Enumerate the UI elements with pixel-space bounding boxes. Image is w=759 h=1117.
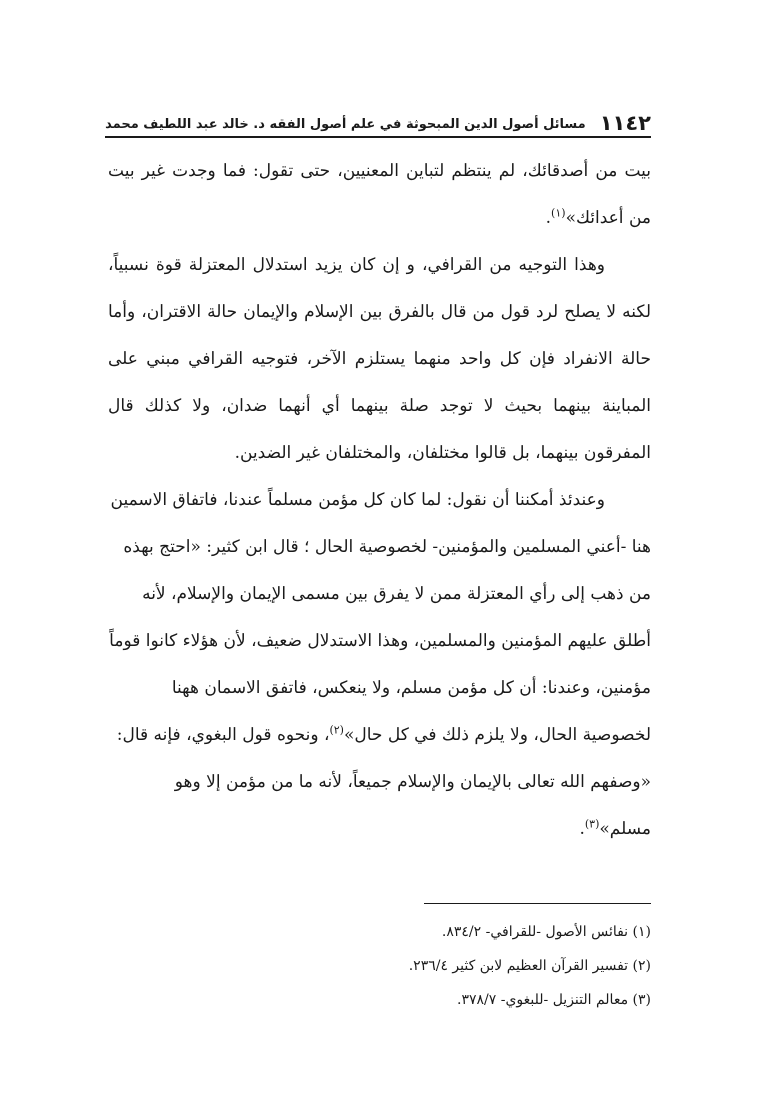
footnote-ref-1: (١) xyxy=(551,206,566,220)
footnote-1: (١) نفائس الأصول -للقرافي- ٨٣٤/٢. xyxy=(441,924,651,940)
page-number: ١١٤٢ xyxy=(599,111,651,135)
footnotes xyxy=(108,915,651,1017)
running-title: مسائل أصول الدين المبحوثة في علم أصول الفقه د. خالد عبد اللطيف محمد xyxy=(105,117,586,132)
footnote-3: (٣) معالم التنزيل -للبغوي- ٣٧٨/٧. xyxy=(457,992,651,1008)
footnote-ref-3: (٣) xyxy=(584,817,600,831)
paragraph-1-end: . xyxy=(545,208,552,228)
footnote-divider xyxy=(424,903,651,904)
paragraph-3-end: . xyxy=(579,819,585,839)
paragraph-3-text-a: وعندئذ أمكننا أن نقول: لما كان كل مؤمن مسلماً عندنا، فاتفاق الاسمين هنا -أعني المسلمين والمؤمنين- لخصوصية الحال ؛ قال ابن كثير: «احتج بهذه من ذهب إلى رأي المعتزلة ممن لا يفرق بين مسمى الإيمان والإسلام، لأنه أطلق عليهم المؤمنين والمسلمين، وهذا الاستدلال ضعيف، لأن هؤلاء كانوا قوماً مؤمنين، وعندنا: أن كل مؤمن مسلم، ولا ينعكس، فاتفق الاسمان ههنا لخصوصية الحال، ولا يلزم ذلك في كل حال» xyxy=(109,490,651,745)
footnote-2: (٢) تفسير القرآن العظيم لابن كثير ٢٣٦/٤. xyxy=(408,958,651,974)
body-text xyxy=(108,148,651,853)
footnote-ref-2: (٢) xyxy=(329,723,344,737)
paragraph-2 xyxy=(108,242,651,477)
page-header xyxy=(105,112,651,138)
paragraph-3 xyxy=(108,477,651,853)
paragraph-1 xyxy=(108,148,651,242)
paragraph-2-text: وهذا التوجيه من القرافي، و إن كان يزيد استدلال المعتزلة قوة نسبياً، لكنه لا يصلح لرد قول من قال بالفرق بين الإسلام والإيمان حالة الاقتران، وأما حالة الانفراد فإن كل واحد منهما يستلزم الآخر، فتوجيه القرافي مبني على المباينة بينهما بحيث لا توجد صلة بينهما أي أنهما ضدان، ولا كذلك قال المفرقون بينهما، بل قالوا مختلفان، والمختلفان غير الضدين. xyxy=(108,255,651,463)
paragraph-1-text: بيت من أصدقائك، لم ينتظم لتباين المعنيين، حتى تقول: فما وجدت غير بيت من أعدائك» xyxy=(108,161,651,228)
paragraph-3-text-b: ، ونحوه قول البغوي، فإنه قال: «وصفهم الله تعالى بالإيمان والإسلام جميعاً، لأنه ما من مؤمن إلا وهو مسلم» xyxy=(116,725,651,839)
